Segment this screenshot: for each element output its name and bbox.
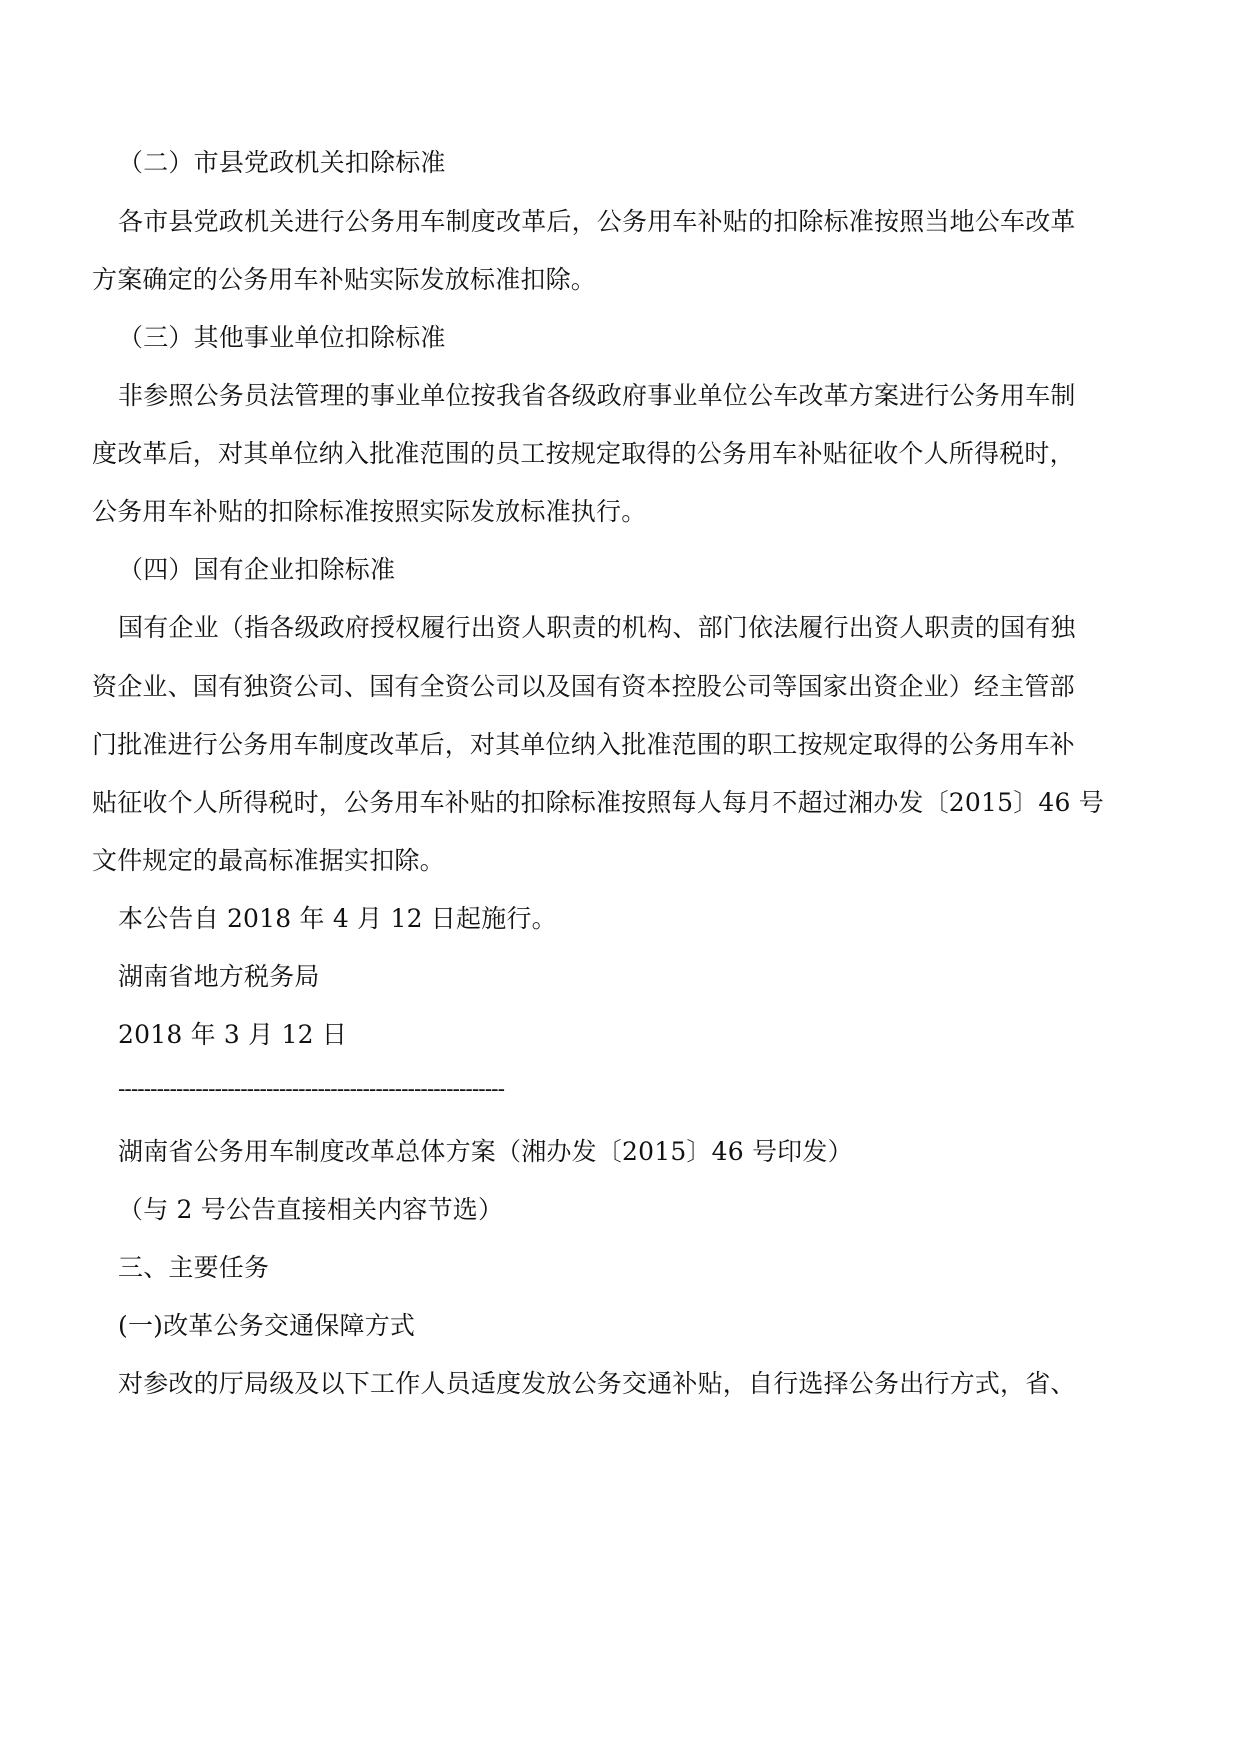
paragraph-line: 国有企业（指各级政府授权履行出资人职责的机构、部门依法履行出资人职责的国有独 bbox=[118, 613, 1076, 642]
task-subheading: (一)改革公务交通保障方式 bbox=[118, 1311, 416, 1340]
paragraph-line: 公务用车补贴的扣除标准按照实际发放标准执行。 bbox=[92, 497, 647, 526]
plan-title-line: 湖南省公务用车制度改革总体方案（湘办发〔2015〕46 号印发） bbox=[118, 1137, 853, 1166]
paragraph-line: 门批准进行公务用车制度改革后，对其单位纳入批准范围的职工按规定取得的公务用车补 bbox=[92, 730, 1075, 759]
section-heading-4: （四）国有企业扣除标准 bbox=[118, 555, 396, 584]
issue-date-line: 2018 年 3 月 12 日 bbox=[118, 1020, 348, 1049]
paragraph-line: 文件规定的最高标准据实扣除。 bbox=[92, 846, 445, 875]
issuer-line: 湖南省地方税务局 bbox=[118, 962, 320, 991]
paragraph-line: 非参照公务员法管理的事业单位按我省各级政府事业单位公车改革方案进行公务用车制 bbox=[118, 381, 1076, 410]
paragraph-line: 度改革后，对其单位纳入批准范围的员工按规定取得的公务用车补贴征收个人所得税时， bbox=[92, 439, 1075, 468]
section-heading-3: （三）其他事业单位扣除标准 bbox=[118, 323, 446, 352]
excerpt-note-line: （与 2 号公告直接相关内容节选） bbox=[118, 1195, 504, 1224]
dashed-divider: ------------------------------------------------------------ bbox=[118, 1077, 505, 1102]
paragraph-line: 方案确定的公务用车补贴实际发放标准扣除。 bbox=[92, 265, 597, 294]
paragraph-line: 各市县党政机关进行公务用车制度改革后，公务用车补贴的扣除标准按照当地公车改革 bbox=[118, 207, 1076, 236]
effective-date-line: 本公告自 2018 年 4 月 12 日起施行。 bbox=[118, 904, 557, 933]
task-heading: 三、主要任务 bbox=[118, 1253, 270, 1282]
paragraph-line: 资企业、国有独资公司、国有全资公司以及国有资本控股公司等国家出资企业）经主管部 bbox=[92, 672, 1075, 701]
section-heading-2: （二）市县党政机关扣除标准 bbox=[118, 148, 446, 177]
paragraph-line: 对参改的厅局级及以下工作人员适度发放公务交通补贴，自行选择公务出行方式，省、 bbox=[118, 1369, 1076, 1398]
paragraph-line: 贴征收个人所得税时，公务用车补贴的扣除标准按照每人每月不超过湘办发〔2015〕46 号 bbox=[92, 788, 1104, 817]
